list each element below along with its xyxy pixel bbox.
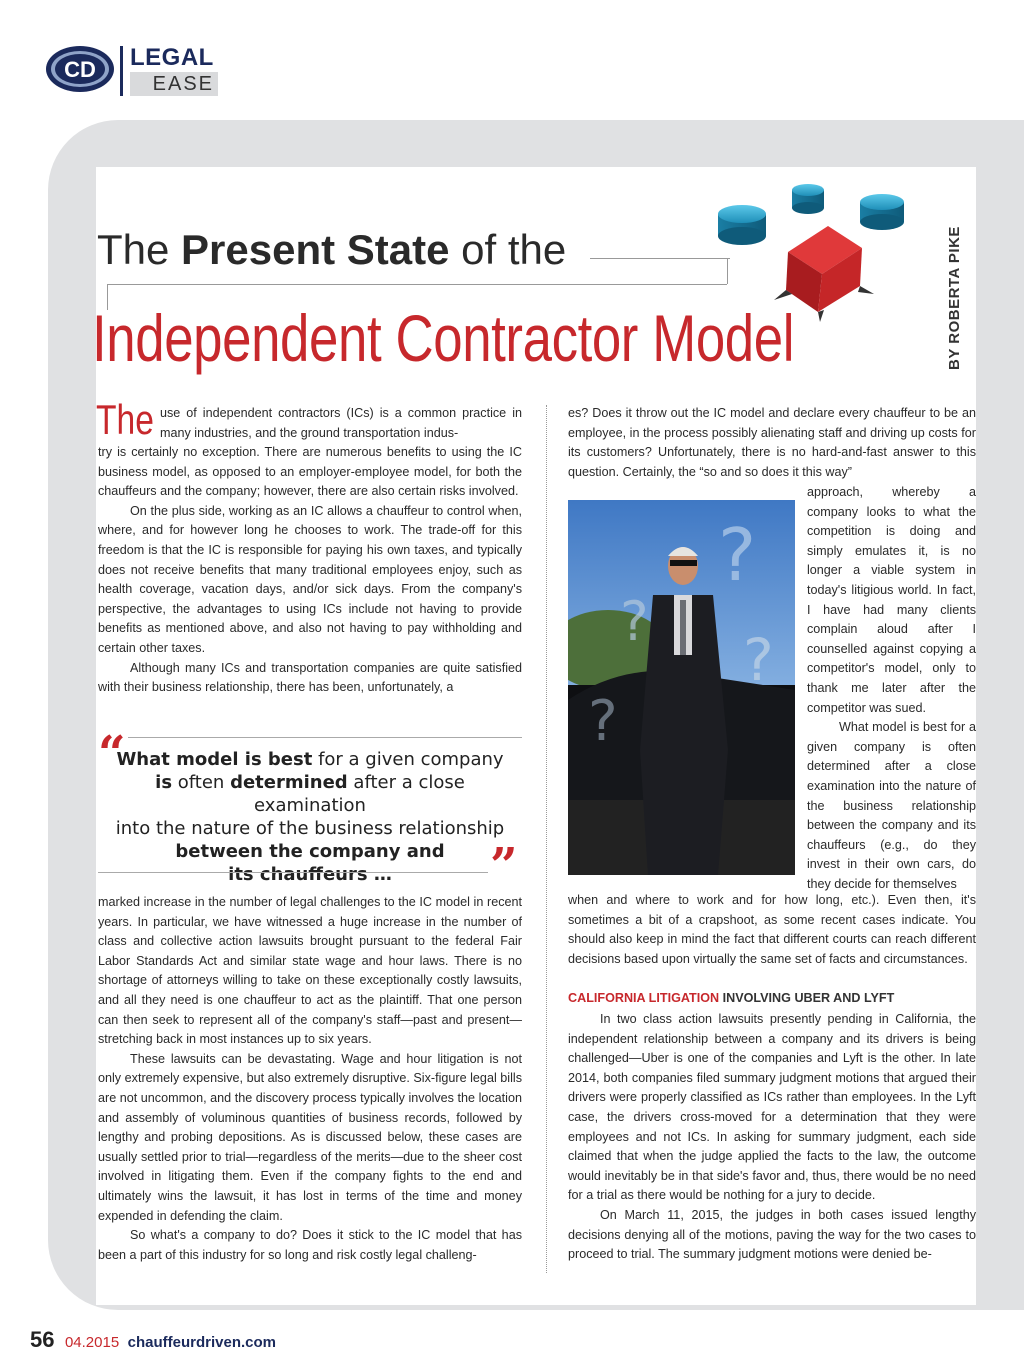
website-link[interactable]: chauffeurdriven.com [127,1334,276,1351]
intro-paragraph-start: use of independent contractors (ICs) is a common practice in many industries, and the ground transportation indus- [160,406,522,440]
article-title-line1: The Present State of the [97,226,567,273]
column2-continued [568,1010,976,1265]
title-rule [727,258,728,284]
paragraph: On the plus side, working as an IC allows a chauffeur to control when, where, and for however long he chooses to work. The trade-off for this freedom is that the IC is responsible for paying his own taxes, and typically does not receive benefits that many traditional employees enjoy, such as health coverage, vacation days, and/or sick days. From the company's perspective, the advantages to using ICs include not having to provide benefits as mentioned above, and also not having to pay withholding and certain other taxes. [98,503,522,655]
open-quote-icon: “ [98,726,126,782]
title-rule [590,258,730,259]
paragraph: approach, whereby a company looks to what the competition is doing and simply emulates it, is no longer a viable system in today's litigious world. In fact, I have had many clients complain aloud after I counselled against copying a competitor's model, only to thank me later after the competitor was sued. [807,485,976,715]
column2-wrap-text [807,483,976,894]
column1-continued [98,893,522,1265]
logo-text: CD [64,57,96,82]
logo-divider [120,46,123,96]
title-rule [107,284,727,285]
pull-quote: What model is best for a given company is often determined after a close examination into the nature of the business relationship between the company and its chauffeurs … [115,749,505,885]
paragraph: So what's a company to do? Does it stick to the IC model that has been a part of this industry for so long and risk costly legal challeng- [98,1228,522,1262]
svg-text:?: ? [743,626,774,694]
paragraph: marked increase in the number of legal challenges to the IC model in recent years. In particular, we have witnessed a huge increase in the number of class and collective action lawsuits brought pursuant to the federal Fair Labor Standards Act and similar state wage and hour laws. There is no shortage of attorneys willing to take on these exceptionally costly lawsuits, and all they need is one chauffeur to act as the plaintiff. That one person can then seek to represent all of the company's staff—past and present—stretching back in most instances up to six years. [98,895,522,1047]
intro-paragraph [98,443,522,698]
section-title: LEGAL [130,44,214,71]
svg-text:?: ? [588,689,618,754]
svg-text:?: ? [620,590,649,653]
pullquote-rule [98,872,488,873]
chauffeur-photo [568,500,795,875]
byline: BY ROBERTA PIKE [946,226,963,370]
pullquote-rule [128,737,522,738]
svg-text:?: ? [718,513,757,597]
column2-paragraph: es? Does it throw out the IC model and declare every chauffeur to be an employee, in the process possibly alienating staff and driving up costs for its customers? Unfortunately, there is no hard-and-fast answer to this question. Certainly, the “so and so does it this way” [568,406,976,479]
paragraph: try is certainly no exception. There are numerous benefits to using the IC business model, as opposed to an employer-employee model, for both the chauffeurs and the company; however, there are also certain risks involved. [98,445,522,499]
page-footer [30,1327,276,1353]
section-subhead: CALIFORNIA LITIGATION INVOLVING UBER AND LYFT [568,991,895,1005]
close-quote-icon: ” [490,838,518,894]
issue-date: 04.2015 [64,1334,120,1351]
paragraph: These lawsuits can be devastating. Wage and hour litigation is not only extremely expensive, but also extremely disruptive. Six-figure legal bills are not uncommon, and the discovery process typically involves the location and assembly of voluminous quantities of business records, followed by lengthy and probing depositions. As is discussed below, these cases are usually settled prior to trial—regardless of the merits—due to the sheer cost involved in litigating them. Even if the company fights to the end and ultimately wins the lawsuit, it has lost in terms of the time and money expended in defending the claim. [98,1051,522,1223]
column-divider [546,405,547,1273]
section-subtitle: EASE [130,72,218,96]
paragraph: Although many ICs and transportation companies are quite satisfied with their business relationship, there has been, unfortunately, a [98,660,522,695]
paragraph: In two class action lawsuits presently pending in California, the independent relationship between a company and its drivers is being challenged—Uber is one of the companies and Lyft is the other. In late 2014, both companies filed summary judgment motions that argued their drivers were properly classified as ICs rather than employees. In the Lyft case, the drivers cross-moved for a determination that they were employees and not ICs. In asking for summary judgment, each side claimed that when the judge applied the facts to the law, the outcome would inevitably be in that side's favor and, thus, there would be no need for a trial as there would be nothing for a jury to decide. [568,1012,976,1203]
paragraph: What model is best for a given company is often determined after a close examination into the nature of the business relationship between the company and its chauffeurs (e.g., do they invest in their own cars, do they decide for themselves [807,720,976,891]
article-title-line2: Independent Contractor Model [92,301,795,375]
drop-cap: The [96,396,154,443]
paragraph: On March 11, 2015, the judges in both cases issued lengthy decisions denying all of the motions, paving the way for the two cases to proceed to trial. The summary judgment motions were denied be- [568,1207,976,1262]
page-number: 56 [30,1327,55,1352]
column2-paragraph: when and where to work and for how long, etc.). Even then, it's sometimes a bit of a crapshoot, as some recent cases indicate. You should also keep in mind the fact that different courts can reach different decisions based upon virtually the same set of facts and circumstances. [568,893,976,966]
cd-logo [44,44,116,94]
